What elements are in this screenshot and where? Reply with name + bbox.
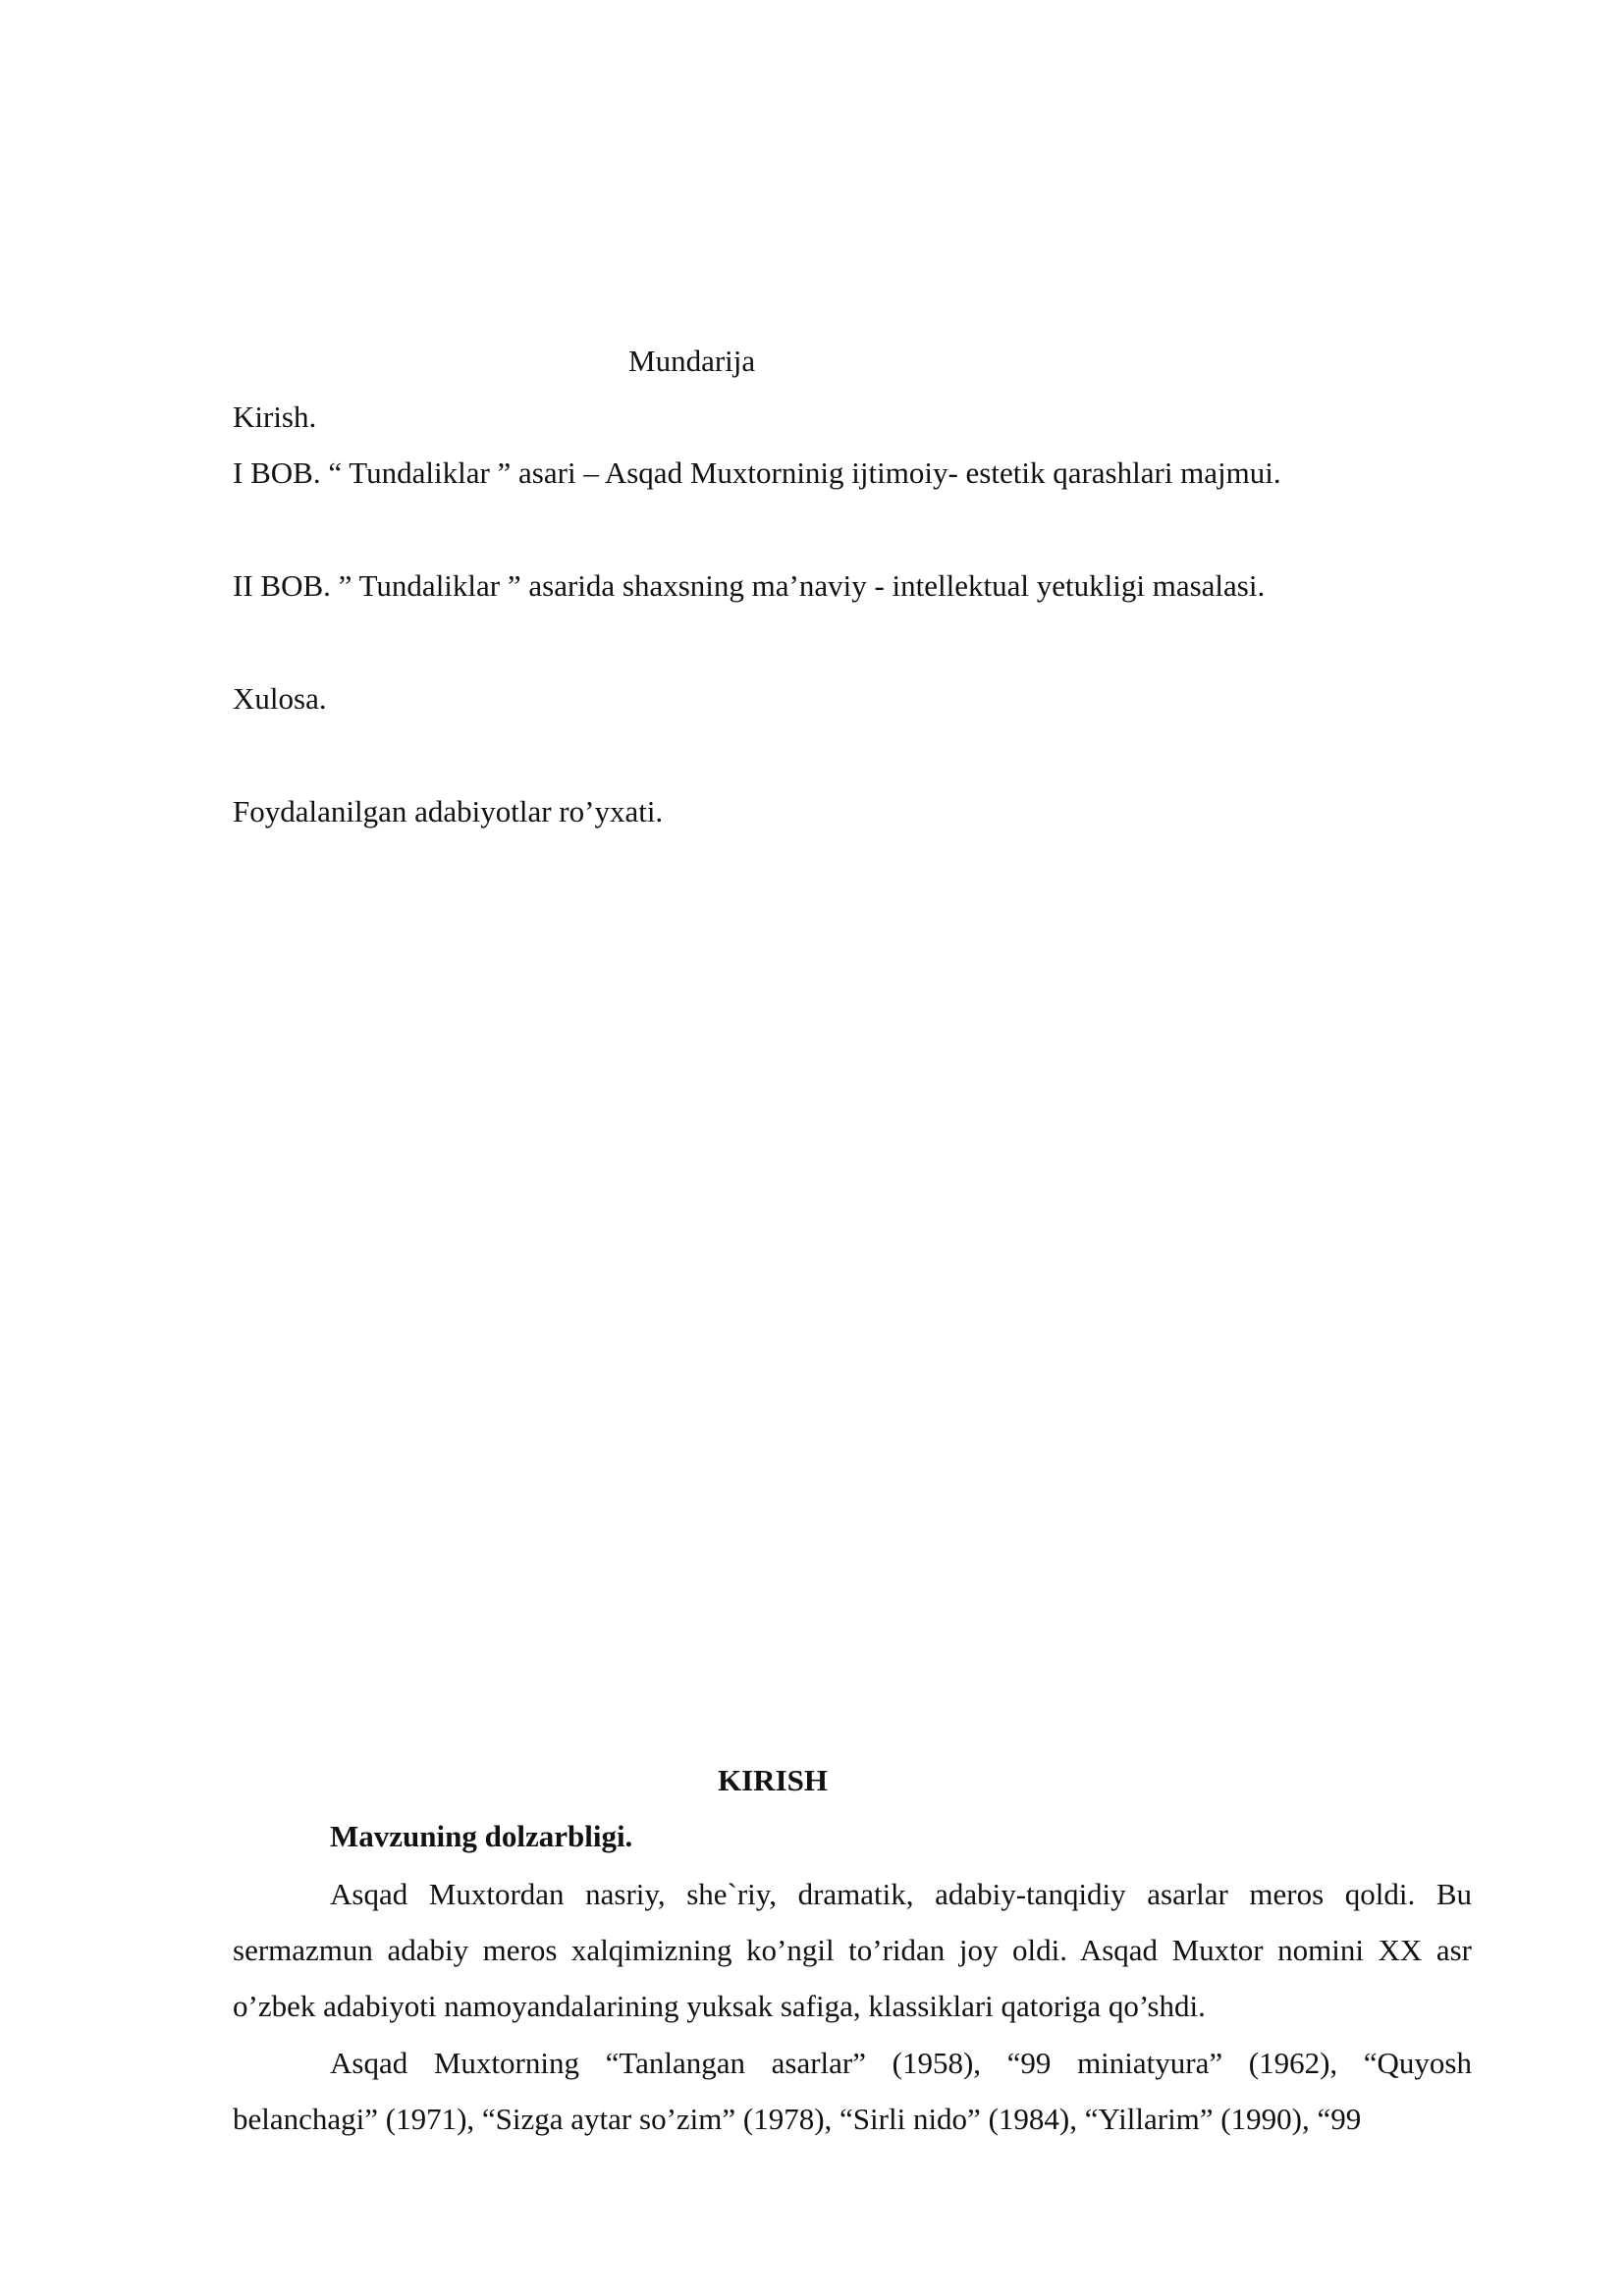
toc-item-xulosa: Xulosa. bbox=[233, 681, 327, 716]
paragraph: Asqad Muxtorning “Tanlangan asarlar” (1958), “99 miniatyura” (1962), “Quyosh belanchagi” (1971), “Sizga aytar so’zim” (1978), “Sirli nido” (1984), “Yillarim” (1990), “99 bbox=[233, 2046, 1472, 2136]
subsection-heading: Mavzuning dolzarbligi. bbox=[330, 1819, 633, 1853]
toc-item-kirish: Kirish. bbox=[233, 400, 317, 434]
section-heading: KIRISH bbox=[718, 1763, 828, 1797]
toc-item-chapter-2: II BOB. ” Tundaliklar ” asarida shaxsning ma’naviy - intellektual yetukligi masalasi. bbox=[233, 568, 1266, 603]
paragraph: Asqad Muxtordan nasriy, she`riy, dramatik, adabiy-tanqidiy asarlar meros qoldi. Bu sermazmun adabiy meros xalqimizning ko’ngil to’ridan joy oldi. Asqad Muxtor nomini XX asr o’zbek adabiyoti namoyandalarining yuksak safiga, klassiklari qatoriga qo’shdi. bbox=[233, 1877, 1472, 2023]
toc-item-bibliography: Foydalanilgan adabiyotlar ro’yxati. bbox=[233, 794, 664, 828]
toc-item-chapter-1: I BOB. “ Tundaliklar ” asari – Asqad Muxtorninig ijtimoiy- estetik qarashlari majmui. bbox=[233, 455, 1281, 490]
toc-title: Mundarija bbox=[628, 344, 756, 378]
